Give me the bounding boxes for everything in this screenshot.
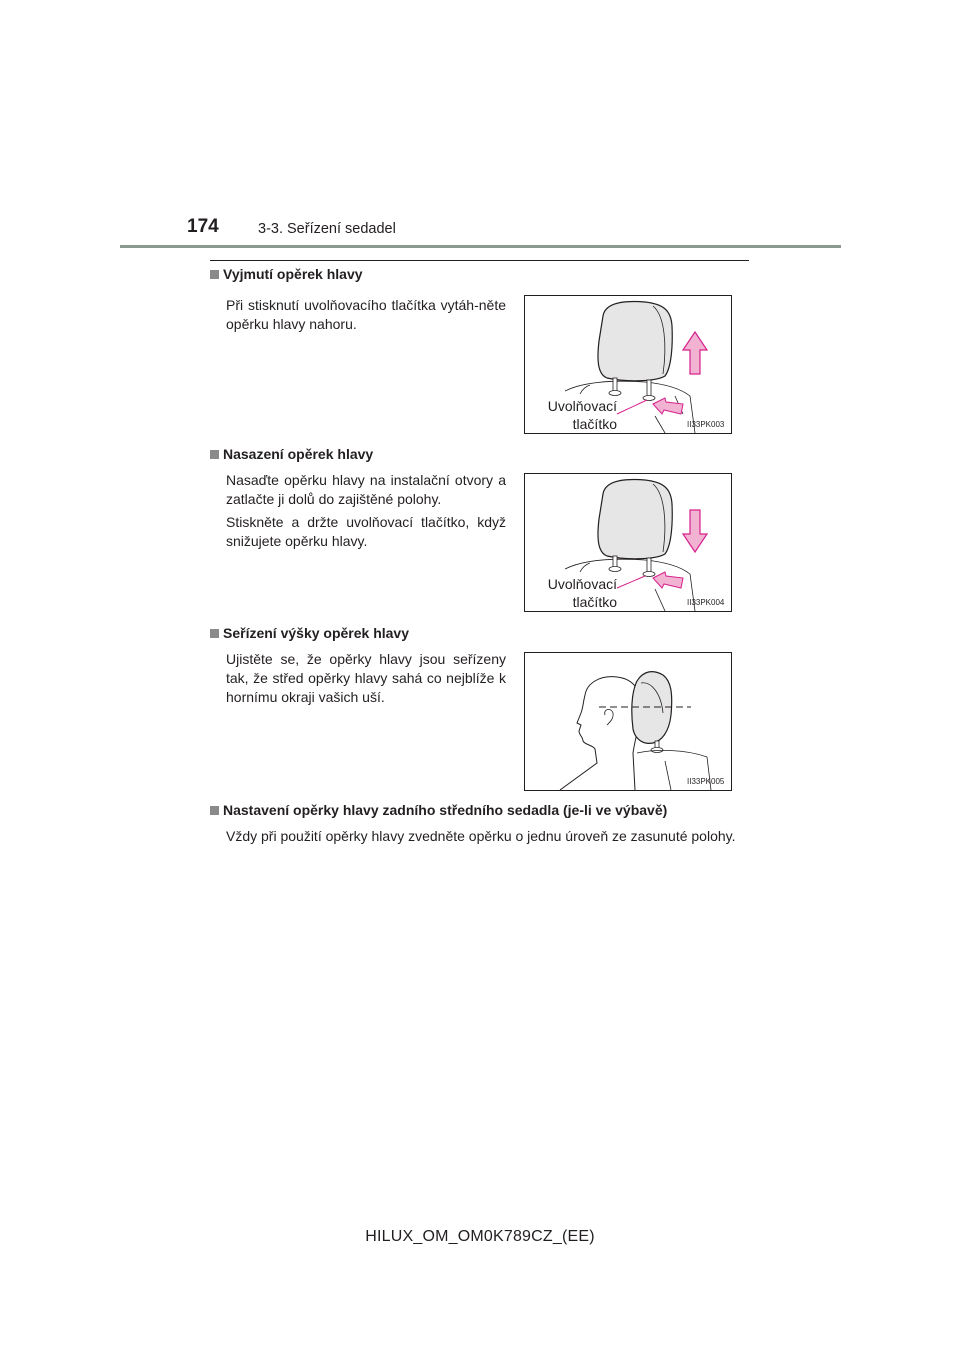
figure-remove-headrest <box>524 295 732 434</box>
page-number: 174 <box>187 216 219 237</box>
figure-install-headrest <box>524 473 732 612</box>
section-title: 3-3. Seřízení sedadel <box>258 221 396 237</box>
release-button-label: Uvolňovací tlačítko <box>547 398 617 432</box>
paragraph-adjust-height: Ujistěte se, že opěrky hlavy jsou seřízeny tak, že střed opěrky hlavy sahá co nejblíže k hornímu okraji vašich uší. <box>226 651 506 705</box>
figure-code: II33PK004 <box>687 598 725 607</box>
square-bullet-icon <box>210 270 219 279</box>
header-rule <box>120 245 841 248</box>
paragraph-install-headrest-1: Nasaďte opěrku hlavy na instalační otvory a zatlačte ji dolů do zajištěné polohy. <box>226 472 506 507</box>
figure-adjust-height <box>524 652 732 791</box>
paragraph-install-headrest-2: Stiskněte a držte uvolňovací tlačítko, když snižujete opěrku hlavy. <box>226 514 506 549</box>
release-button-label: Uvolňovací tlačítko <box>547 576 617 610</box>
paragraph-remove-headrest: Při stisknutí uvolňovacího tlačítka vytáh-něte opěrku hlavy nahoru. <box>226 297 506 332</box>
heading-rear-center-headrest: Nastavení opěrky hlavy zadního středního sedadla (je-li ve výbavě) <box>210 802 667 818</box>
square-bullet-icon <box>210 450 219 459</box>
heading-remove-headrest: Vyjmutí opěrek hlavy <box>210 266 363 282</box>
figure-code: II33PK005 <box>687 777 725 786</box>
paragraph-rear-center-headrest: Vždy při použití opěrky hlavy zvedněte opěrku o jednu úroveň ze zasunuté polohy. <box>226 828 736 844</box>
section-rule <box>210 260 749 261</box>
square-bullet-icon <box>210 806 219 815</box>
document-code: HILUX_OM_OM0K789CZ_(EE) <box>365 1228 595 1245</box>
heading-install-headrest: Nasazení opěrek hlavy <box>210 446 373 462</box>
square-bullet-icon <box>210 629 219 638</box>
head-position-illustration <box>525 653 731 790</box>
figure-code: II33PK003 <box>687 420 725 429</box>
heading-adjust-height: Seřízení výšky opěrek hlavy <box>210 625 409 641</box>
